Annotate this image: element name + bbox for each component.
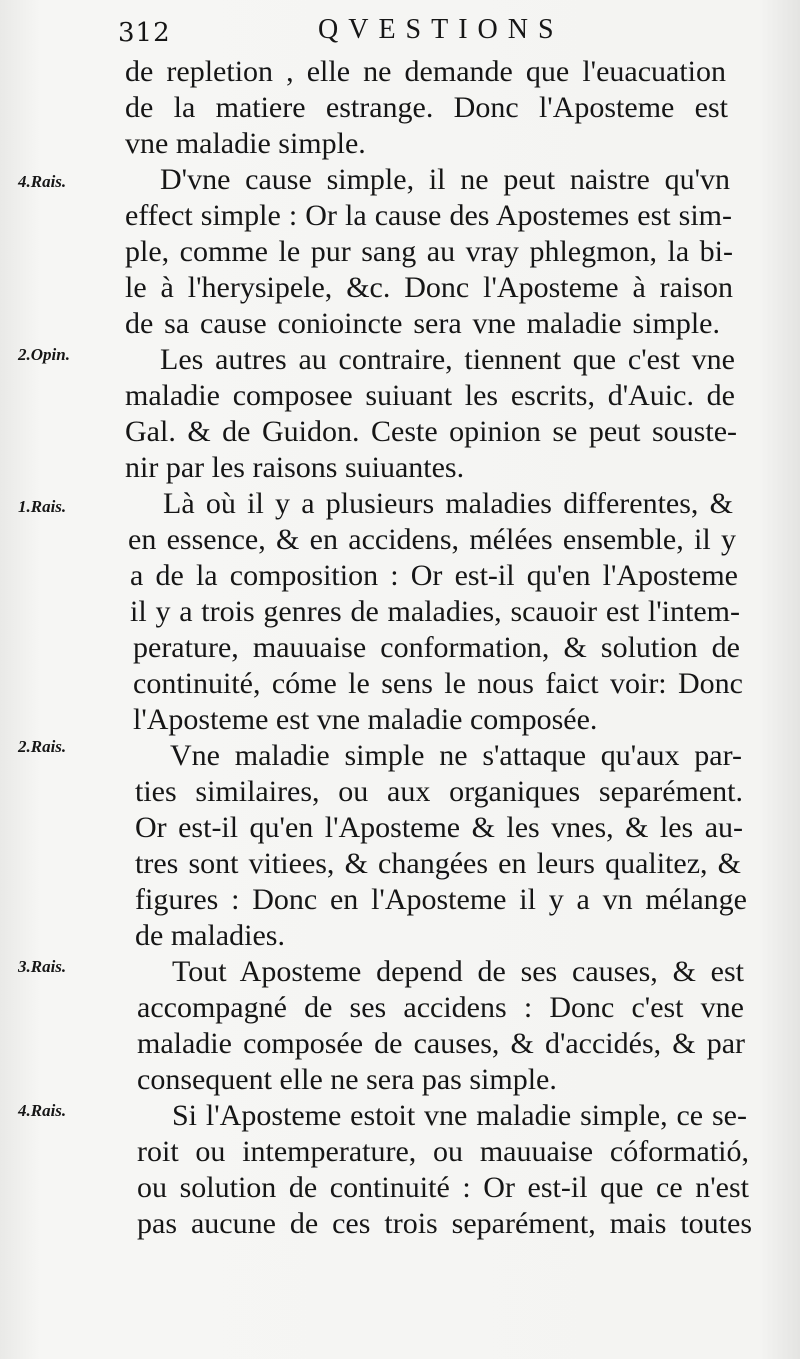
text-line: Or est-il qu'en l'Aposteme & les vnes, & les au- <box>135 811 743 844</box>
text-line: il y a trois genres de maladies, scauoir est l'intem- <box>130 595 740 628</box>
text-line: Si l'Aposteme estoit vne maladie simple, ce se- <box>172 1099 747 1132</box>
margin-note: 1.Rais. <box>18 497 67 516</box>
text-line: pas aucune de ces trois separément, mais toutes <box>137 1207 752 1240</box>
text-line: ple, comme le pur sang au vray phlegmon, la bi- <box>125 235 733 268</box>
text-line: Les autres au contraire, tiennent que c'est vne <box>160 343 735 376</box>
text-line: effect simple : Or la cause des Apostemes est sim- <box>125 199 732 232</box>
text-line: consequent elle ne sera pas simple. <box>137 1063 557 1096</box>
text-line: continuité, cóme le sens le nous faict voir: Donc <box>133 667 743 700</box>
text-line: D'vne cause simple, il ne peut naistre qu'vn <box>160 163 730 196</box>
text-line: ties similaires, ou aux organiques separément. <box>135 775 743 808</box>
margin-note: 2.Opin. <box>18 345 70 364</box>
running-title: QVESTIONS <box>318 14 564 45</box>
text-line: accompagné de ses accidens : Donc c'est vne <box>137 991 744 1024</box>
text-line: Vne maladie simple ne s'attaque qu'aux par- <box>170 739 742 772</box>
text-line: vne maladie simple. <box>125 127 366 160</box>
text-line: a de la composition : Or est-il qu'en l'Aposteme <box>130 559 738 592</box>
margin-note: 2.Rais. <box>18 737 67 756</box>
text-line: de repletion , elle ne demande que l'euacuation <box>125 55 726 88</box>
text-line: de sa cause conioincte sera vne maladie simple. <box>125 307 720 340</box>
text-line: tres sont vitiees, & changées en leurs qualitez, & <box>135 847 741 880</box>
margin-note: 4.Rais. <box>18 172 67 191</box>
text-line: le à l'herysipele, &c. Donc l'Aposteme à raison <box>125 271 733 304</box>
text-line: nir par les raisons suiuantes. <box>125 451 465 484</box>
text-line: Tout Aposteme depend de ses causes, & est <box>172 955 744 988</box>
margin-note: 3.Rais. <box>18 957 67 976</box>
text-line: perature, mauuaise conformation, & solution de <box>133 631 740 664</box>
text-line: Gal. & de Guidon. Ceste opinion se peut souste- <box>125 415 737 448</box>
text-line: Là où il y a plusieurs maladies differentes, & <box>163 487 733 520</box>
text-line: en essence, & en accidens, mélées ensemble, il y <box>128 523 736 556</box>
page-number: 312 <box>118 18 171 48</box>
text-line: de la matiere estrange. Donc l'Aposteme est <box>125 91 728 124</box>
text-line: de maladies. <box>135 919 285 952</box>
page-header <box>118 14 678 50</box>
text-line: maladie composee suiuant les escrits, d'Auic. de <box>125 379 735 412</box>
text-line: figures : Donc en l'Aposteme il y a vn mélange <box>135 883 747 916</box>
text-line: ou solution de continuité : Or est-il que ce n'est <box>137 1171 749 1204</box>
text-line: roit ou intemperature, ou mauuaise cóformatió, <box>137 1135 749 1168</box>
text-line: l'Aposteme est vne maladie composée. <box>133 703 598 736</box>
margin-note: 4.Rais. <box>18 1101 67 1120</box>
text-line: maladie composée de causes, & d'accidés, & par <box>137 1027 745 1060</box>
